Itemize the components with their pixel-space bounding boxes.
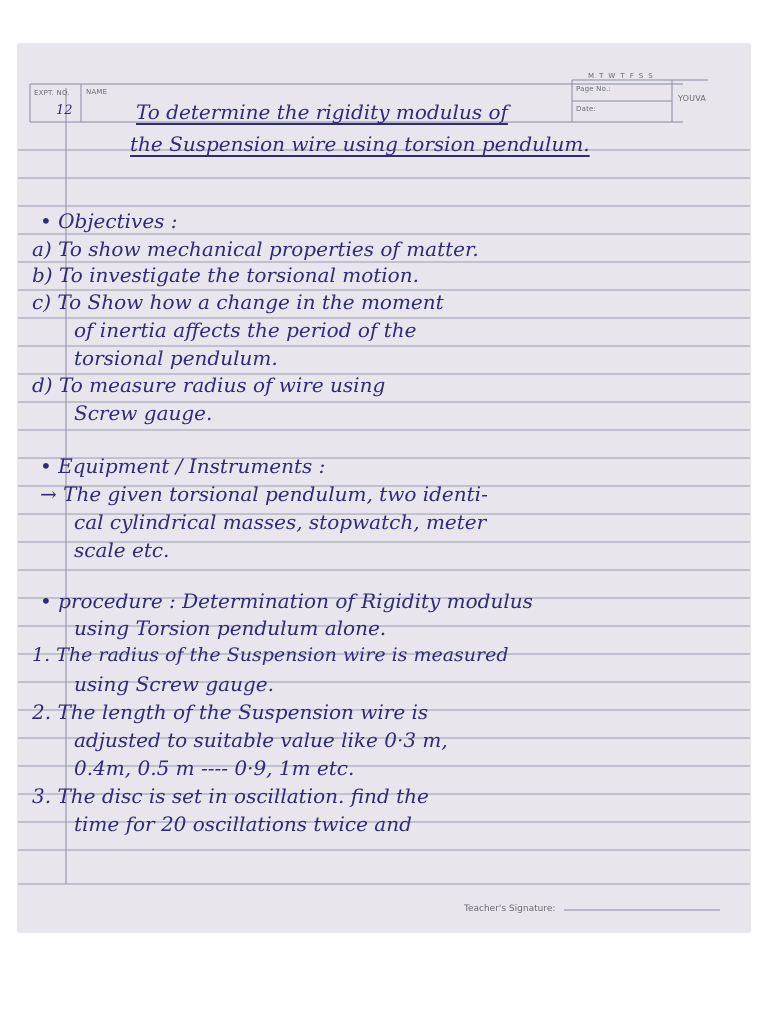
expt-no-value: 12 [56, 103, 73, 118]
name-label: NAME [86, 88, 108, 96]
date-label: Date: [576, 105, 597, 113]
procedure-step-2-line-1: 2. The length of the Suspension wire is [32, 700, 429, 724]
procedure-heading: • procedure : Determination of Rigidity modulus [40, 589, 533, 613]
objective-d-line-2: Screw gauge. [74, 401, 213, 425]
objective-c-line-1: c) To Show how a change in the moment [32, 290, 444, 314]
objective-d-line-1: d) To measure radius of wire using [32, 373, 386, 397]
procedure-step-1-line-2: using Screw gauge. [74, 672, 274, 696]
equipment-line-3: scale etc. [74, 538, 170, 562]
brand-logo: YOUVA [678, 94, 707, 103]
page-no-label: Page No.: [576, 85, 611, 93]
procedure-step-1-line-1: 1. The radius of the Suspension wire is measured [32, 644, 509, 666]
equipment-line-2: cal cylindrical masses, stopwatch, meter [74, 510, 487, 534]
title-line-1: To determine the rigidity modulus of [136, 100, 508, 124]
equipment-heading: • Equipment / Instruments : [40, 454, 326, 478]
procedure-step-2-line-2: adjusted to suitable value like 0·3 m, [74, 728, 448, 752]
objective-c-line-3: torsional pendulum. [74, 346, 278, 370]
objectives-heading: • Objectives : [40, 209, 178, 233]
procedure-heading-line-2: using Torsion pendulum alone. [74, 616, 387, 640]
notebook-page [18, 44, 750, 932]
objective-a: a) To show mechanical properties of matter. [32, 237, 479, 261]
objective-b: b) To investigate the torsional motion. [32, 263, 419, 287]
procedure-step-2-line-3: 0.4m, 0.5 m ---- 0·9, 1m etc. [74, 756, 355, 780]
teacher-signature-label: Teacher's Signature: [464, 904, 556, 914]
objective-c-line-2: of inertia affects the period of the [74, 318, 417, 342]
procedure-step-3-line-1: 3. The disc is set in oscillation. find the [32, 784, 429, 808]
procedure-step-3-line-2: time for 20 oscillations twice and [74, 812, 412, 836]
weekday-row: M T W T F S S [588, 72, 653, 80]
equipment-line-1: → The given torsional pendulum, two identi- [40, 482, 488, 506]
expt-no-label: EXPT. NO. [34, 89, 70, 97]
title-line-2: the Suspension wire using torsion pendulum. [130, 132, 590, 156]
